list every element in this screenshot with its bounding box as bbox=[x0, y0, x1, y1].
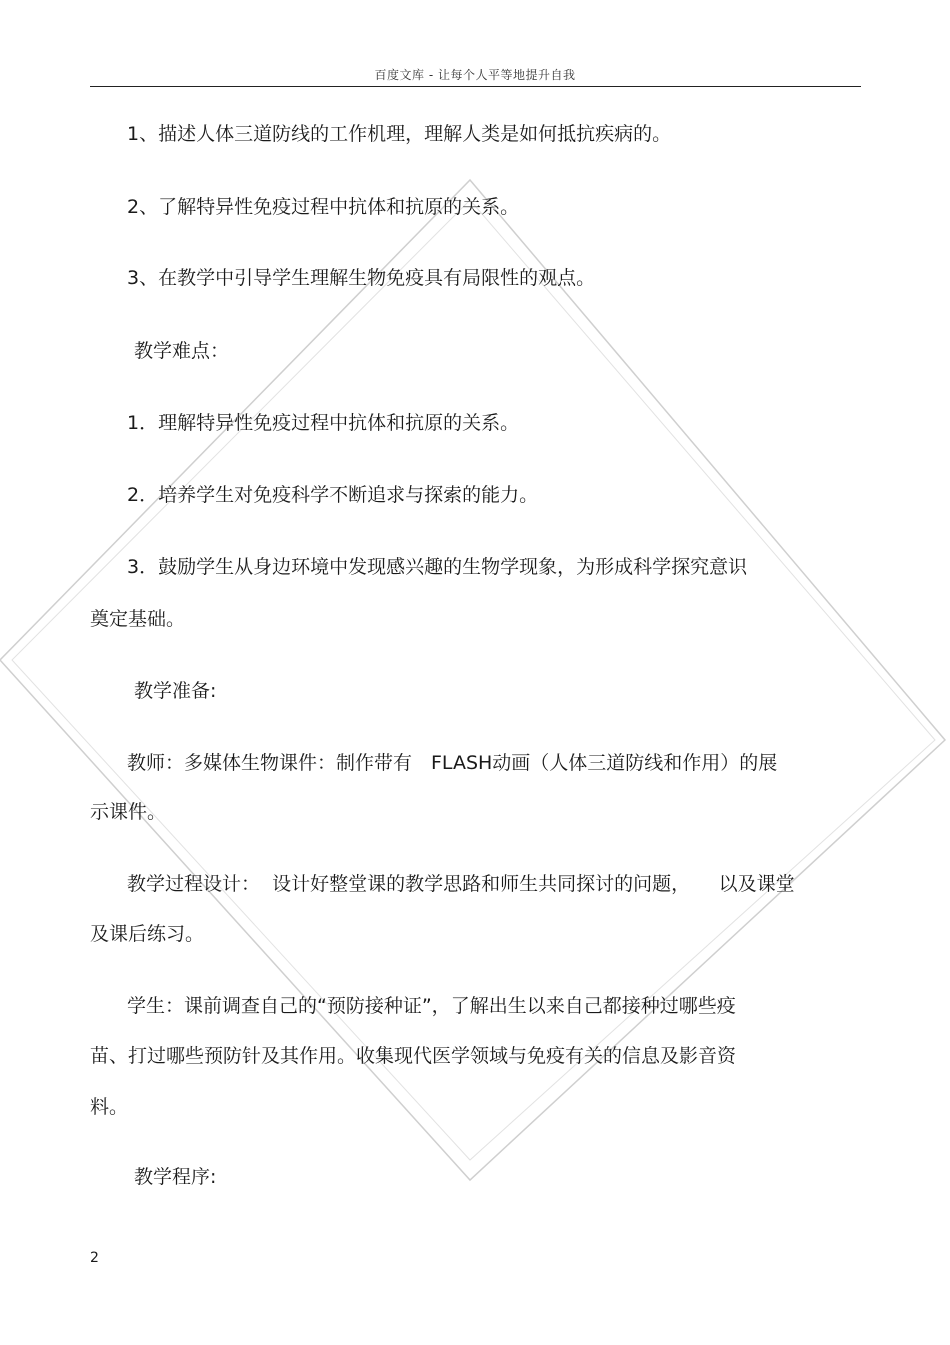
objective-3: 3、在教学中引导学生理解生物免疫具有局限性的观点。 bbox=[127, 267, 596, 289]
student-prep-line-1: 学生：课前调查自己的“预防接种证”，了解出生以来自己都接种过哪些疫 bbox=[127, 995, 736, 1017]
teacher-prep-line-1: 教师：多媒体生物课件：制作带有 FLASH动画（人体三道防线和作用）的展 bbox=[127, 752, 778, 774]
student-prep-line-2: 苗、打过哪些预防针及其作用。收集现代医学领域与免疫有关的信息及影音资 bbox=[90, 1045, 737, 1067]
page-header: 百度文库 - 让每个人平等地提升自我 bbox=[374, 68, 576, 82]
difficulty-item-3-cont: 奠定基础。 bbox=[90, 608, 186, 630]
student-prep-line-3: 料。 bbox=[90, 1096, 129, 1118]
procedure-heading: 教学程序: bbox=[134, 1166, 217, 1188]
difficulty-item-1: 1．理解特异性免疫过程中抗体和抗原的关系。 bbox=[127, 412, 520, 434]
process-line-2: 及课后练习。 bbox=[90, 923, 205, 945]
difficulty-heading: 教学难点： bbox=[134, 340, 230, 362]
header-divider bbox=[90, 86, 861, 87]
difficulty-item-3: 3．鼓励学生从身边环境中发现感兴趣的生物学现象，为形成科学探究意识 bbox=[127, 556, 748, 578]
objective-1: 1、描述人体三道防线的工作机理，理解人类是如何抵抗疾病的。 bbox=[127, 123, 672, 145]
teacher-prep-line-2: 示课件。 bbox=[90, 801, 167, 823]
objective-2: 2、了解特异性免疫过程中抗体和抗原的关系。 bbox=[127, 196, 520, 218]
process-line-1: 教学过程设计： 设计好整堂课的教学思路和师生共同探讨的问题， 以及课堂 bbox=[127, 873, 795, 895]
page-number: 2 bbox=[90, 1250, 99, 1266]
preparation-heading: 教学准备: bbox=[134, 680, 217, 702]
difficulty-item-2: 2．培养学生对免疫科学不断追求与探索的能力。 bbox=[127, 484, 539, 506]
